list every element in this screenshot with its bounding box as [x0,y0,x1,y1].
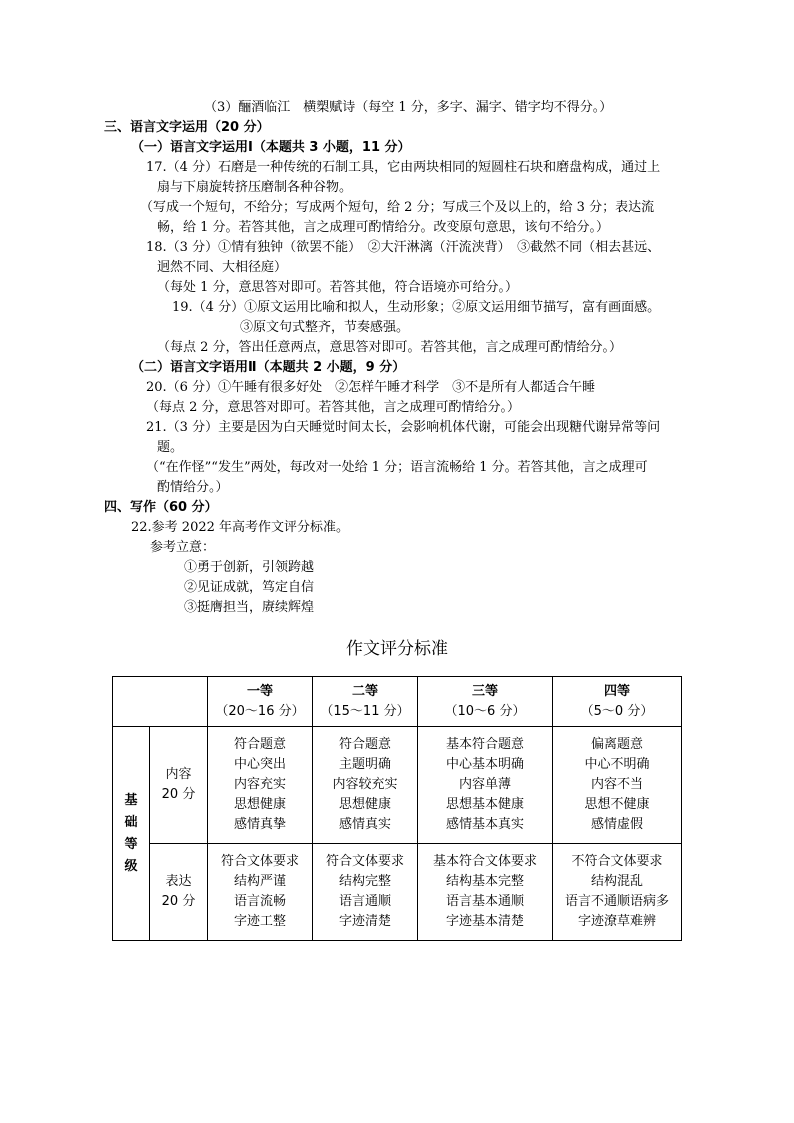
cell-line: 感情基本真实 [445,817,524,832]
grade-name: 二等 [351,683,378,699]
answer-line-16-3: （3）酾酒临江 横槊赋诗（每空 1 分，多字、漏字、错字均不得分。） [204,100,613,115]
cell-line: 思想健康 [338,797,391,812]
cell-line: 不符合文体要求 [571,854,663,869]
table-cell [208,727,313,844]
section-4-heading: 四、写作（60 分） [104,500,218,515]
grade-header-1 [208,677,313,727]
cell-line: 思想基本健康 [445,797,524,812]
row-points: 20 分 [161,894,196,909]
reference-theme-label: 参考立意： [150,540,216,555]
q18-line3: （每处 1 分，意思答对即可。若答其他，符合语境亦可给分。） [157,280,519,295]
q21-line3: （“在作怪”“发生”两处，每改对一处给 1 分；语言流畅给 1 分。若答其他，言之成理可 [146,460,648,475]
q20-line1: 20.（6 分）①午睡有很多好处 ②怎样午睡才科学 ③不是所有人都适合午睡 [146,380,596,395]
q19-line3: （每点 2 分，答出任意两点，意思答对即可。若答其他，言之成理可酌情给分。） [157,340,623,355]
level-label-cell [113,727,150,941]
grade-header-3 [418,677,553,727]
row-label-content [150,727,208,844]
cell-line: 符合文体要求 [220,854,299,869]
q21-line1: 21.（3 分）主要是因为白天睡觉时间太长，会影响机体代谢，可能会出现糖代谢异常等问 [146,420,661,435]
row-label: 内容 [165,767,192,782]
q17-line4: 畅，给 1 分。若答其他，言之成理可酌情给分。改变原句意思，该句不给分。） [157,220,610,235]
q21-line4: 酌情给分。） [157,480,229,495]
table-cell [313,727,418,844]
reference-theme-3: ③挺膺担当，赓续辉煌 [184,600,315,615]
cell-line: 偏离题意 [590,737,643,752]
grade-header-4 [553,677,682,727]
cell-line: 感情虚假 [590,817,643,832]
cell-line: 结构混乱 [590,874,643,889]
table-cell [553,844,682,941]
table-cell [313,844,418,941]
cell-line: 内容较充实 [332,777,398,792]
grade-name: 三等 [471,683,498,699]
cell-line: 符合文体要求 [325,854,404,869]
level-char: 级 [124,858,138,874]
cell-line: 符合题意 [338,737,391,752]
cell-line: 主题明确 [338,757,391,772]
grading-table [112,676,682,941]
table-cell [553,727,682,844]
reference-theme-2: ②见证成就，笃定自信 [184,580,315,595]
cell-line: 基本符合文体要求 [432,854,537,869]
grade-name: 一等 [246,683,273,699]
section-3-part1-heading: （一）语言文字运用Ⅰ（本题共 3 小题，11 分） [131,140,411,155]
row-label-expression [150,844,208,941]
table-row-expression [113,844,682,941]
section-3-heading: 三、语言文字运用（20 分） [104,120,270,135]
cell-line: 内容不当 [590,777,643,792]
grading-table-title: 作文评分标准 [346,639,448,659]
cell-line: 语言不通顺语病多 [564,894,669,909]
q19-line1: 19.（4 分）①原文运用比喻和拟人，生动形象；②原文运用细节描写，富有画面感。 [172,300,661,315]
q19-line2: ③原文句式整齐，节奏感强。 [240,320,410,335]
cell-line: 思想不健康 [584,797,650,812]
cell-line: 基本符合题意 [445,737,524,752]
section-3-part2-heading: （二）语言文字语用Ⅱ（本题共 2 小题，9 分） [131,360,406,375]
cell-line: 字迹潦草难辨 [577,914,656,929]
cell-line: 感情真实 [338,817,391,832]
reference-theme-1: ①勇于创新，引领跨越 [184,560,315,575]
cell-line: 内容单薄 [458,777,511,792]
level-char: 础 [124,814,138,830]
table-header-row [113,677,682,727]
cell-line: 字迹基本清楚 [445,914,524,929]
row-label: 表达 [165,874,192,889]
grade-name: 四等 [603,683,630,699]
grade-range: （5～0 分） [580,703,654,719]
q21-line2: 题。 [157,440,184,455]
table-row-content [113,727,682,844]
cell-line: 中心突出 [233,757,286,772]
table-cell [418,727,553,844]
cell-line: 思想健康 [233,797,286,812]
cell-line: 内容充实 [233,777,286,792]
q20-line2: （每点 2 分，意思答对即可。若答其他，言之成理可酌情给分。） [146,400,521,415]
table-corner-cell [113,677,208,727]
q17-line2: 扇与下扇旋转挤压磨制各种谷物。 [157,180,353,195]
cell-line: 结构严谨 [233,874,286,889]
cell-line: 感情真挚 [233,817,286,832]
grade-header-2 [313,677,418,727]
grade-range: （10～6 分） [444,703,526,719]
level-char: 等 [124,836,138,852]
q17-line3: （写成一个短句，不给分；写成两个短句，给 2 分；写成三个及以上的，给 3 分；表达流 [140,200,655,215]
cell-line: 符合题意 [233,737,286,752]
table-cell [208,844,313,941]
row-points: 20 分 [161,787,196,802]
q18-line2: 迥然不同、大相径庭） [157,260,288,275]
cell-line: 中心基本明确 [445,757,524,772]
cell-line: 字迹工整 [233,914,286,929]
q18-line1: 18.（3 分）①情有独钟（欲罢不能） ②大汗淋漓（汗流浃背） ③截然不同（相去甚远、 [146,240,661,255]
cell-line: 语言流畅 [233,894,286,909]
grade-range: （15～11 分） [320,703,410,719]
grade-range: （20～16 分） [215,703,305,719]
q17-line1: 17.（4 分）石磨是一种传统的石制工具，它由两块相同的短圆柱石块和磨盘构成，通过上 [146,160,661,175]
q22-line: 22.参考 2022 年高考作文评分标准。 [131,520,350,535]
cell-line: 字迹清楚 [338,914,391,929]
cell-line: 语言基本通顺 [445,894,524,909]
table-cell [418,844,553,941]
cell-line: 中心不明确 [584,757,650,772]
cell-line: 结构基本完整 [445,874,524,889]
level-char: 基 [124,792,138,808]
cell-line: 语言通顺 [338,894,391,909]
cell-line: 结构完整 [338,874,391,889]
